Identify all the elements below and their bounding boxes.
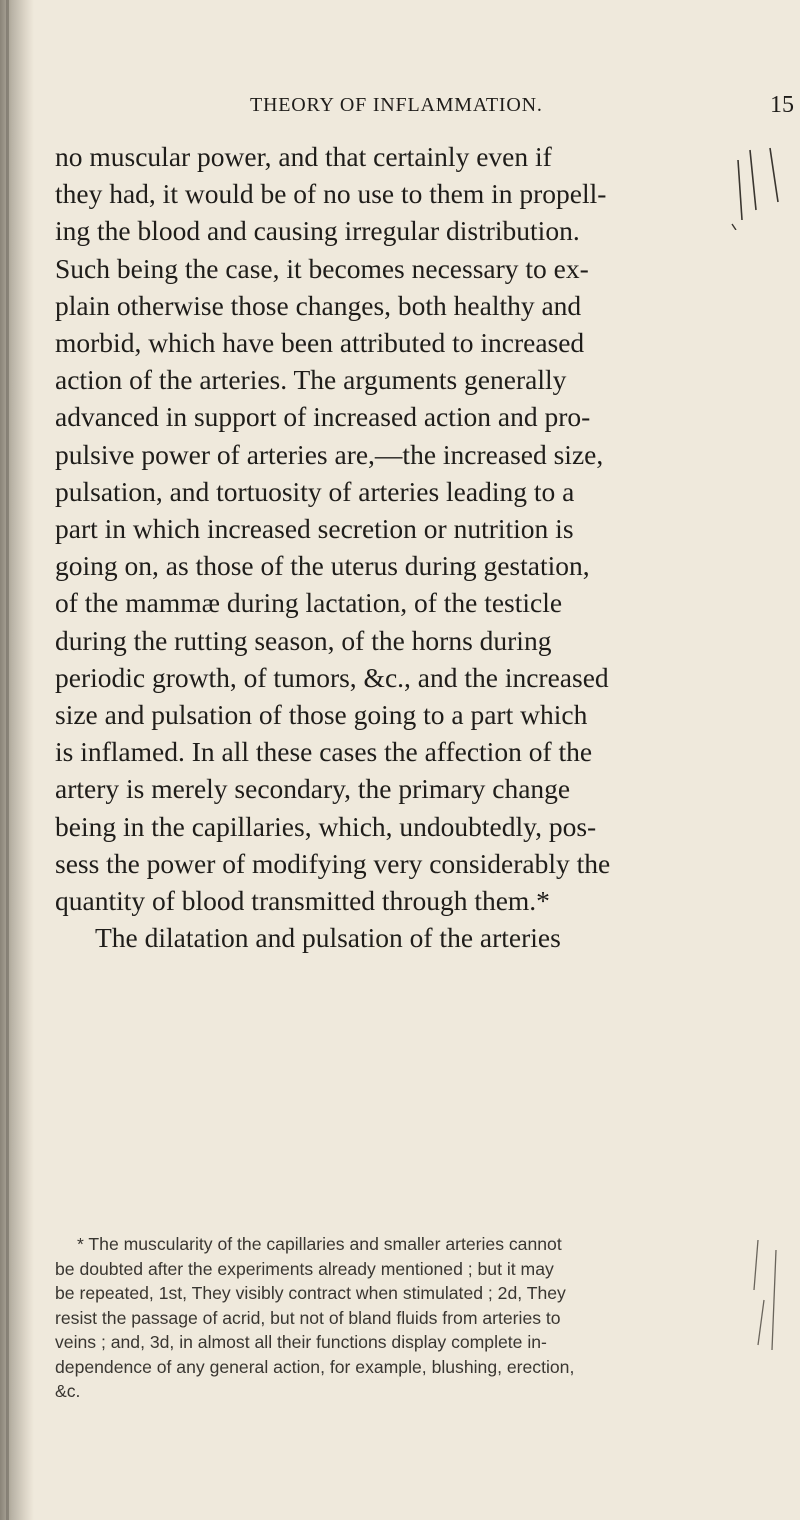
text-line: pulsive power of arteries are,—the increased size, bbox=[55, 438, 604, 470]
footnote bbox=[55, 1232, 755, 1404]
margin-pencil-marks bbox=[726, 140, 796, 230]
binding-edge bbox=[6, 0, 9, 1520]
footnote-line: dependence of any general action, for example, blushing, erection, bbox=[55, 1356, 575, 1377]
page-header bbox=[250, 94, 800, 124]
text-line: no muscular power, and that certainly even if bbox=[55, 141, 552, 172]
text-line: plain otherwise those changes, both healthy and bbox=[55, 289, 582, 321]
text-line: action of the arteries. The arguments generally bbox=[55, 364, 567, 396]
text-line: The dilatation and pulsation of the arteries bbox=[95, 922, 561, 954]
footnote-line: resist the passage of acrid, but not of bland fluids from arteries to bbox=[55, 1307, 561, 1328]
text-line: going on, as those of the uterus during gestation, bbox=[55, 550, 590, 582]
text-line: sess the power of modifying very considerably the bbox=[55, 847, 611, 879]
footnote-line: be doubted after the experiments already mentioned ; but it may bbox=[55, 1258, 554, 1279]
text-line: size and pulsation of those going to a part which bbox=[55, 699, 588, 731]
text-line: periodic growth, of tumors, &c., and the increased bbox=[55, 661, 609, 693]
text-line: morbid, which have been attributed to increased bbox=[55, 327, 585, 359]
text-line: quantity of blood transmitted through them.* bbox=[55, 885, 550, 917]
text-line: advanced in support of increased action and pro- bbox=[55, 401, 591, 433]
text-line: during the rutting season, of the horns during bbox=[55, 624, 552, 656]
text-line: artery is merely secondary, the primary change bbox=[55, 773, 571, 805]
text-line: ing the blood and causing irregular distribution. bbox=[55, 215, 580, 247]
running-title: THEORY OF INFLAMMATION. bbox=[250, 94, 543, 116]
text-line: of the mammæ during lactation, of the testicle bbox=[55, 587, 563, 619]
text-line: they had, it would be of no use to them in propell- bbox=[55, 178, 607, 210]
margin-pencil-marks-footnote bbox=[750, 1230, 790, 1360]
text-line: Such being the case, it becomes necessary to ex- bbox=[55, 252, 589, 284]
text-line: is inflamed. In all these cases the affection of the bbox=[55, 736, 593, 768]
text-line: part in which increased secretion or nutrition is bbox=[55, 513, 574, 545]
text-line: being in the capillaries, which, undoubtedly, pos- bbox=[55, 810, 597, 842]
footnote-line: &c. bbox=[55, 1381, 81, 1401]
page-number: 15 bbox=[770, 92, 794, 118]
main-text bbox=[55, 138, 755, 956]
footnote-line: * The muscularity of the capillaries and smaller arteries cannot bbox=[77, 1234, 562, 1254]
footnote-line: be repeated, 1st, They visibly contract when stimulated ; 2d, They bbox=[55, 1283, 566, 1303]
text-line: pulsation, and tortuosity of arteries leading to a bbox=[55, 475, 575, 507]
footnote-line: veins ; and, 3d, in almost all their functions display complete in- bbox=[55, 1332, 547, 1352]
